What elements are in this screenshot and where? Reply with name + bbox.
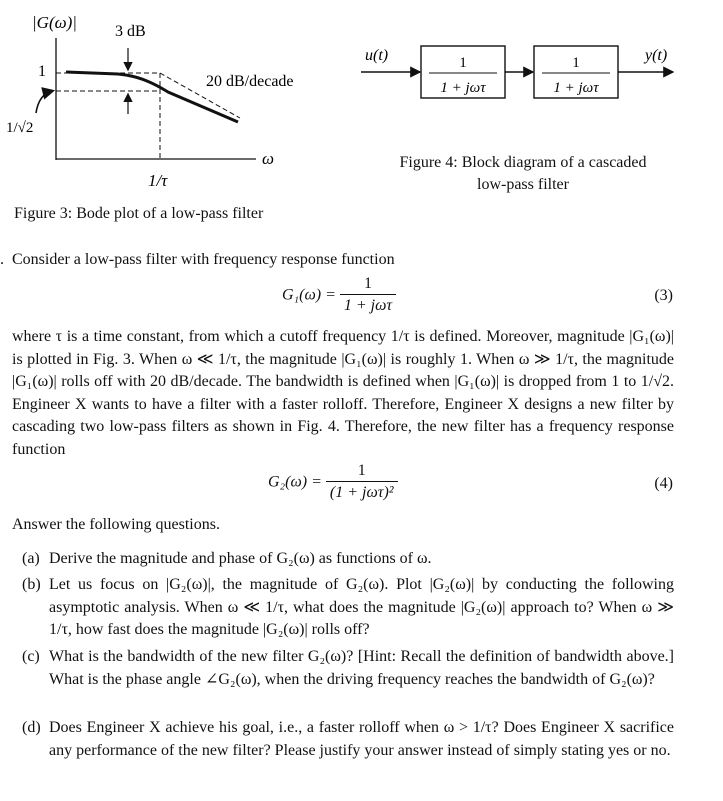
- curved-arrow-icon: [36, 91, 52, 113]
- tick-root2: 1/√2: [6, 120, 34, 136]
- answer-prompt: Answer the following questions.: [12, 516, 220, 533]
- eq3-number: (3): [654, 287, 673, 304]
- equation-3: [282, 274, 396, 317]
- eq3-den: 1 + jωτ: [343, 297, 393, 314]
- input-label: u(t): [365, 47, 389, 64]
- eq4-num: 1: [326, 461, 398, 482]
- block1-num: 1: [459, 55, 467, 71]
- slope-label: 20 dB/decade: [206, 73, 294, 90]
- output-label: y(t): [645, 47, 668, 64]
- figure4-caption-line1: Figure 4: Block diagram of a cascaded: [399, 154, 647, 171]
- cutoff-label: 1/τ: [148, 171, 168, 190]
- x-axis-label: ω: [262, 149, 275, 168]
- eq4-lhs: G₂(ω) =: [268, 473, 322, 491]
- eq4-number: (4): [654, 475, 673, 492]
- gap-label: 3 dB: [115, 23, 146, 40]
- question-text: Let us focus on |G₂(ω)|, the magnitude of G₂(ω). Plot |G₂(ω)| by conducting the following asymptotic analysis. When ω ≪ 1/τ, what does the magnitude |G₂(ω)| approach to? When ω ≫ 1/τ, how fast does the magnitude |G₂(ω)| rolls off?: [49, 576, 674, 638]
- question-a: [22, 548, 674, 571]
- bode-plot-figure: [0, 0, 340, 200]
- body-paragraph: [12, 326, 674, 461]
- question-b: [22, 574, 674, 642]
- question-c: [22, 646, 674, 691]
- intro-bullet: .: [0, 251, 4, 268]
- tick-one: 1: [38, 63, 46, 80]
- paragraph-text: where τ is a time constant, from which a cutoff frequency 1/τ is defined. Moreover, magnitude |G₁(ω)| is plotted in Fig. 3. When ω ≪ 1/τ, the magnitude |G₁(ω)| is roughly 1. When ω ≫ 1/τ, the magnitude |G₁(ω)| rolls off with 20 dB/decade. The bandwidth is defined when |G₁(ω)| is dropped from 1 to 1/√2. Engineer X wants to have a filter with a faster rolloff. Therefore, Engineer X designs a new filter by cascading two low-pass filters as shown in Fig. 4. Therefore, the new filter has a frequency response function: [12, 328, 674, 458]
- block1-den: 1 + jωτ: [440, 80, 486, 96]
- block2-den: 1 + jωτ: [553, 80, 599, 96]
- bode-ylabel: |G(ω)|: [32, 13, 77, 32]
- eq3-lhs: G₁(ω) =: [282, 286, 336, 304]
- question-text: Does Engineer X achieve his goal, i.e., a faster rolloff when ω > 1/τ? Does Engineer X sacrifice any performance of the new filter? Please justify your answer instead of simply stating yes or no.: [49, 719, 674, 759]
- question-label: (a): [22, 550, 40, 567]
- figure4-caption: [368, 152, 678, 196]
- question-label: (d): [22, 719, 41, 736]
- equation-4: [268, 461, 398, 504]
- question-label: (b): [22, 576, 41, 593]
- question-label: (c): [22, 648, 40, 665]
- intro-line: Consider a low-pass filter with frequency response function: [12, 251, 395, 268]
- figure4-caption-line2: low-pass filter: [477, 176, 569, 193]
- question-d: [22, 717, 674, 762]
- question-text: Derive the magnitude and phase of G₂(ω) as functions of ω.: [49, 550, 432, 567]
- eq3-num: 1: [340, 274, 396, 295]
- eq4-den: (1 + jωτ)²: [329, 484, 394, 501]
- block2-num: 1: [572, 55, 580, 71]
- question-text: What is the bandwidth of the new filter G₂(ω)? [Hint: Recall the definition of bandwidth above.] What is the phase angle ∠G₂(ω), when the driving frequency reaches the bandwidth of G₂(ω)?: [49, 648, 674, 688]
- block-diagram-figure: [345, 30, 705, 110]
- figure3-caption: Figure 3: Bode plot of a low-pass filter: [14, 205, 264, 222]
